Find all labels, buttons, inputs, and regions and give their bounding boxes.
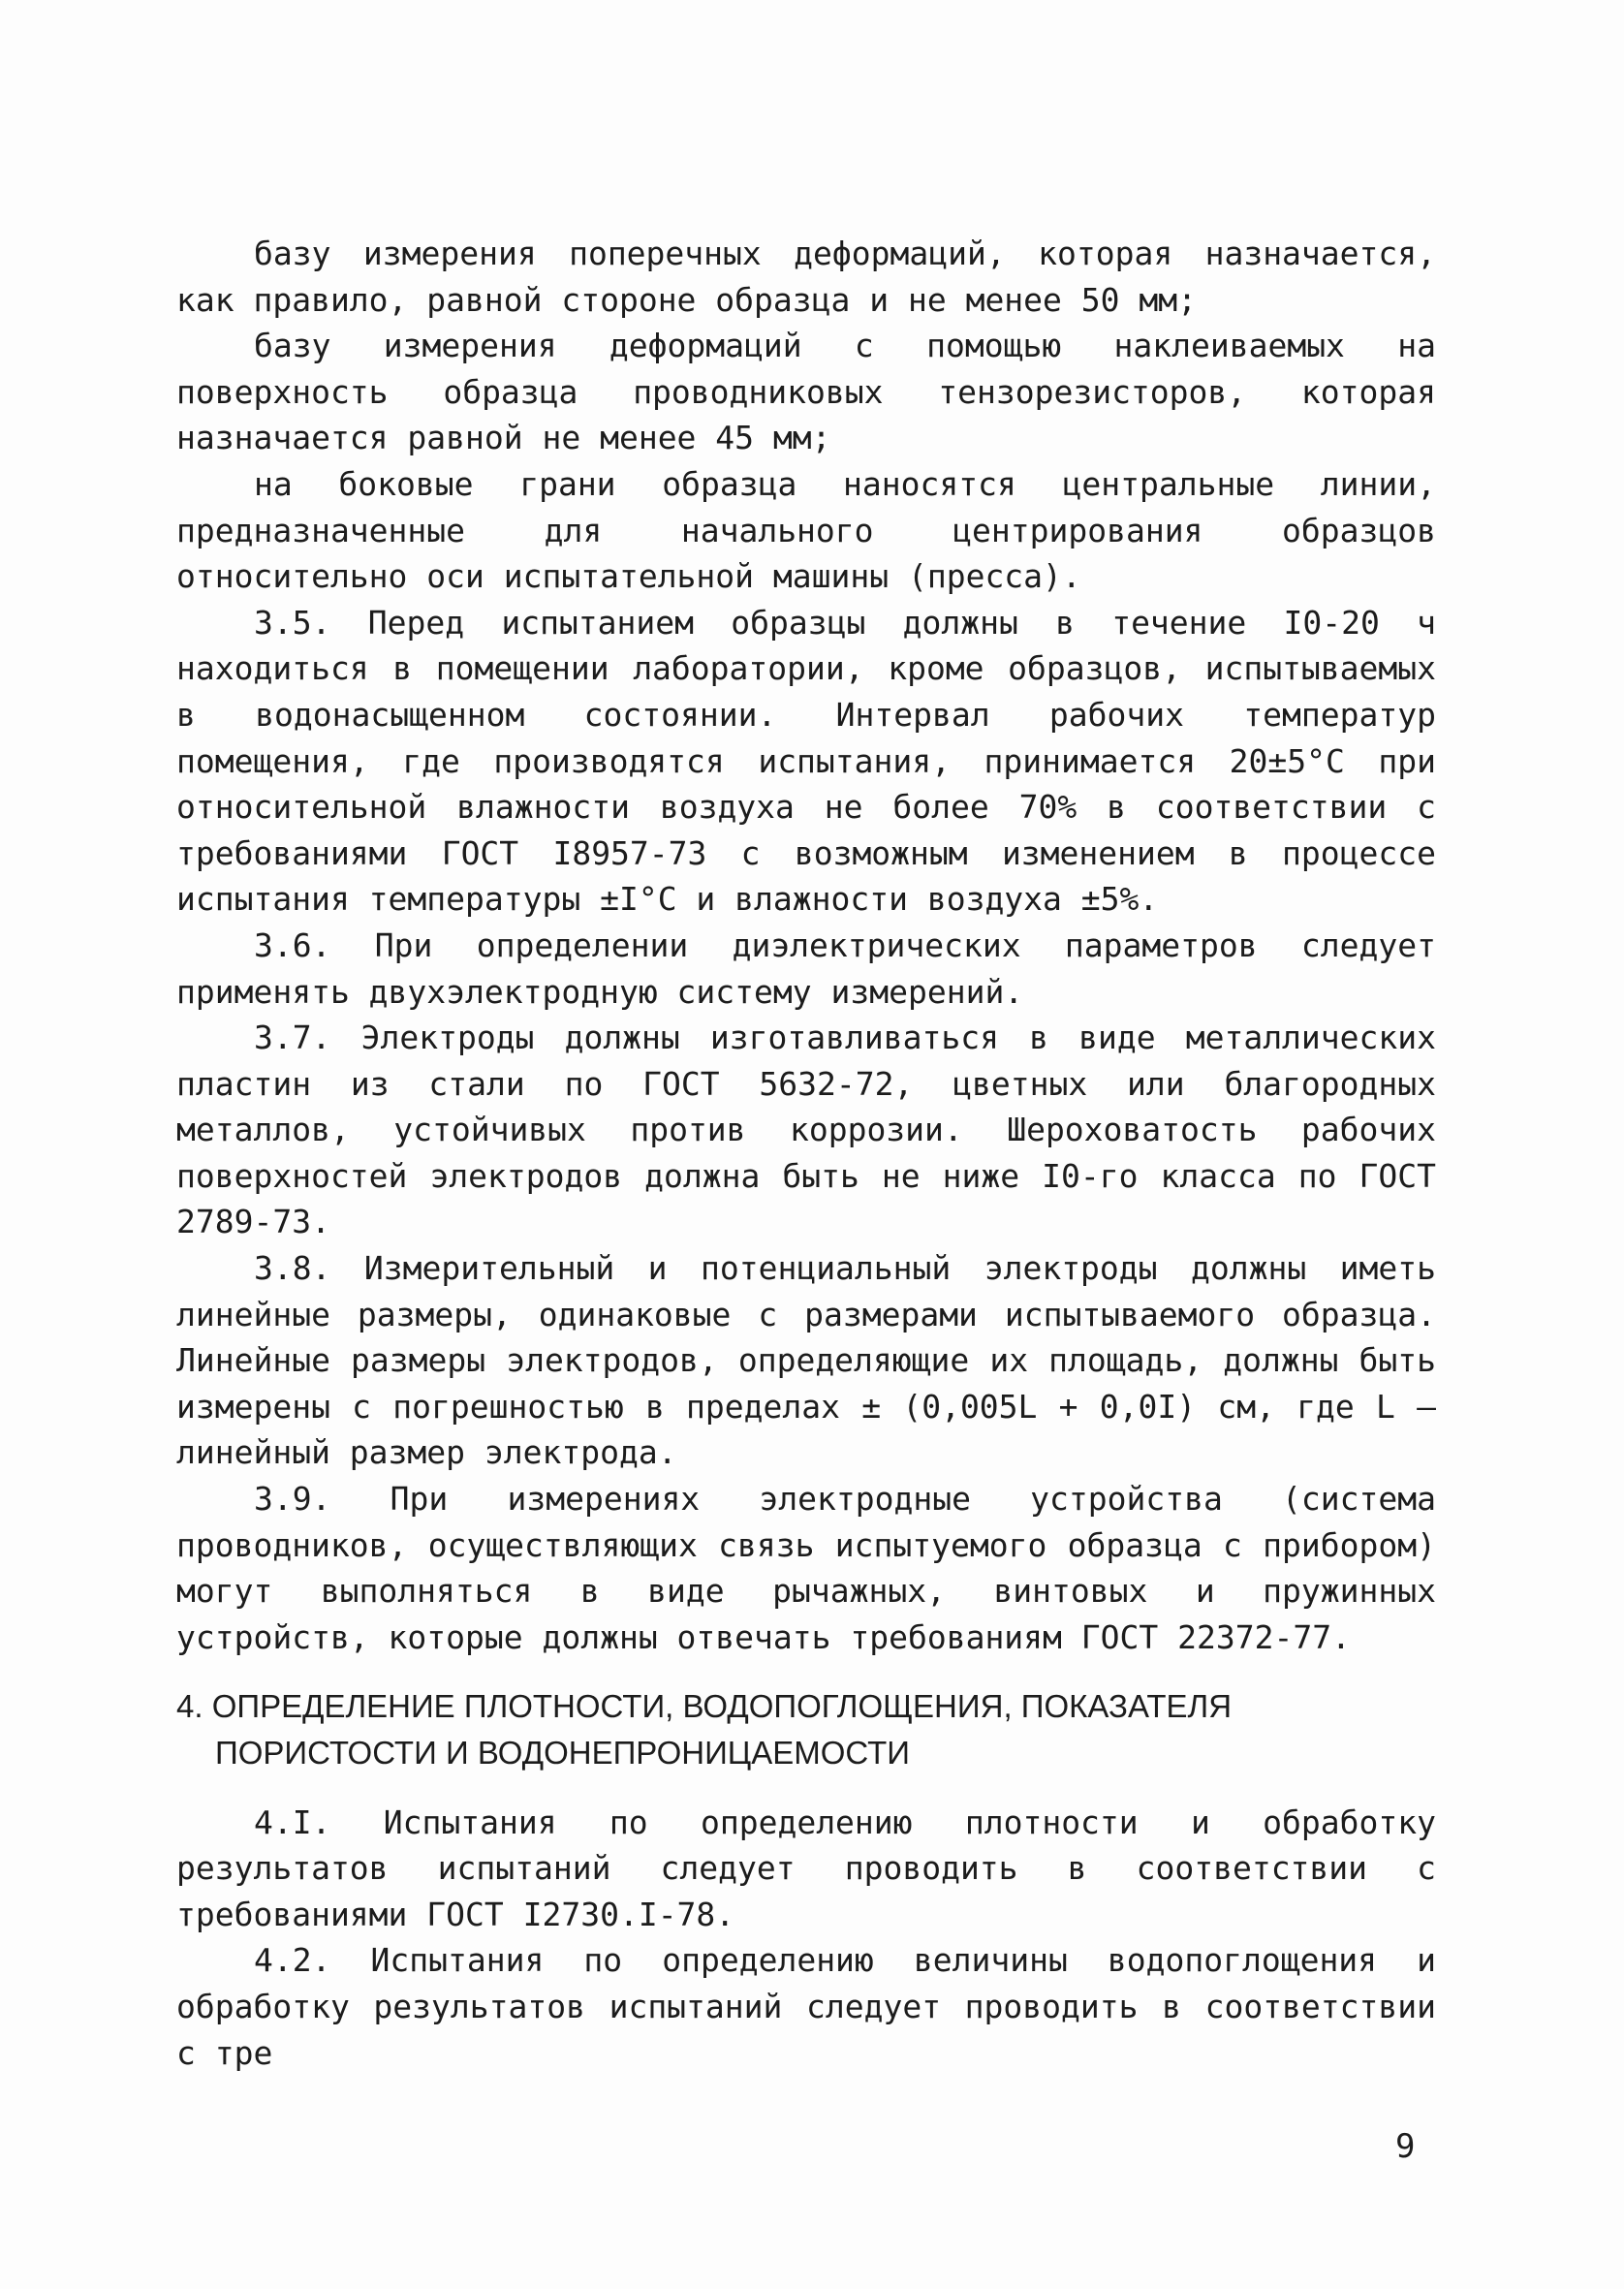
paragraph-base-transverse: базу измерения поперечных деформаций, которая назначается, как правило, равной стороне образца и не менее 50 мм;	[176, 235, 1436, 319]
paragraph-3-8: 3.8. Измерительный и потенциальный электроды должны иметь линейные размеры, одинаковые с размерами испытываемого образца. Линейные размеры электродов, определяющие их площадь, должны быть измерены с погрешностью в пределах ± (0,005L + 0,0I) см, где L – линейный размер электрода.	[176, 1249, 1436, 1472]
paragraph-3-6: 3.6. При определении диэлектрических параметров следует применять двухэлектродную систему измерений.	[176, 925, 1436, 1011]
paragraph-3-7: 3.7. Электроды должны изготавливаться в виде металлических пластин из стали по ГОСТ 5632-72, цветных или благородных металлов, устойчивых против коррозии. Шероховатость рабочих поверхностей электродов должна быть не ниже I0-го класса по ГОСТ 2789-73.	[176, 1019, 1436, 1241]
section-heading: 4. ОПРЕДЕЛЕНИЕ ПЛОТНОСТИ, ВОДОПОГЛОЩЕНИЯ, ПОКАЗАТЕЛЯ ПОРИСТОСТИ И ВОДОНЕПРОНИЦАЕМОСТИ	[176, 1688, 1233, 1771]
paragraph-3-5: 3.5. Перед испытанием образцы должны в течение I0-20 ч находиться в помещении лаборатории, кроме образцов, испытываемых в водонасыщенном состоянии. Интервал рабочих температур помещения, где производятся испытания, принимается 20±5°С при относительной влажности воздуха не более 70% в соответствии с требованиями ГОСТ I8957-73 с возможным изменением в процессе испытания температуры ±I°С и влажности воздуха ±5%.	[176, 603, 1436, 919]
paragraph-3-9: 3.9. При измерениях электродные устройства (система проводников, осуществляющих связь испытуемого образца с прибором) могут выполняться в виде рычажных, винтовых и пружинных устройств, которые должны отвечать требованиям ГОСТ 22372-77.	[176, 1480, 1436, 1656]
paragraph-center-lines: на боковые грани образца наносятся центральные линии, предназначенные для начального центрирования образцов относительно оси испытательной машины (пресса).	[176, 464, 1436, 596]
paragraph-4-1: 4.I. Испытания по определению плотности и обработку результатов испытаний следует проводить в соответствии с требованиями ГОСТ I2730.I-78.	[176, 1803, 1436, 1933]
body-text	[176, 231, 1436, 2076]
paragraph-4-2: 4.2. Испытания по определению величины водопоглощения и обработку результатов испытаний следует проводить в соответствии с тре	[176, 1941, 1436, 2072]
paragraph-base-strain-gauges: базу измерения деформаций с помощью наклеиваемых на поверхность образца проводниковых тензорезисторов, которая назначается равной не менее 45 мм;	[176, 327, 1436, 457]
page-number: 9	[1395, 2127, 1416, 2166]
